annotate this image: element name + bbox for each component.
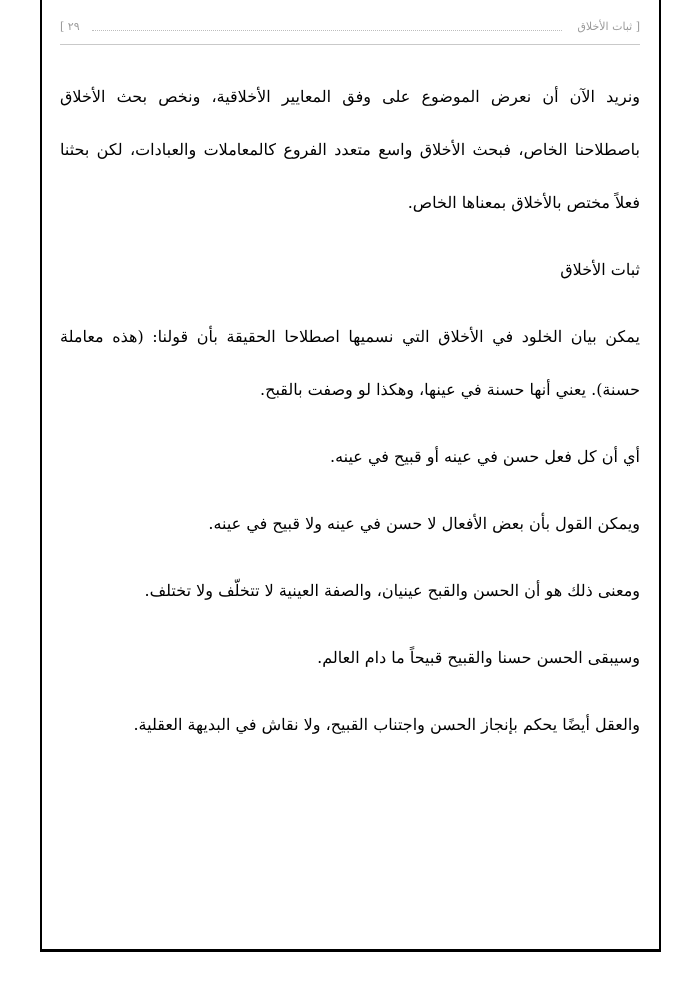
- paragraph-intro: ونريد الآن أن نعرض الموضوع على وفق المعايير الأخلاقية، ونخص بحث الأخلاق باصطلاحنا الخاص، فبحث الأخلاق واسع متعدد الفروع كالمعاملات والعبادات، لكن بحثنا فعلاً مختص بالأخلاق بمعناها الخاص.: [60, 87, 640, 212]
- page-number: ٢٩ ]: [60, 20, 80, 33]
- header-rule: [60, 44, 640, 45]
- page-body: [60, 70, 640, 751]
- running-header: [60, 18, 640, 40]
- header-title: [ ثبات الأخلاق: [577, 20, 640, 33]
- paragraph-remains: وسيبقى الحسن حسنا والقبيح قبيحاً ما دام العالم.: [317, 648, 640, 667]
- paragraph-some-acts: ويمكن القول بأن بعض الأفعال لا حسن في عينه ولا قبيح في عينه.: [208, 514, 640, 533]
- section-heading: ثبات الأخلاق: [560, 260, 640, 279]
- paragraph-every-act: أي أن كل فعل حسن في عينه أو قبيح في عينه.: [329, 447, 640, 466]
- paragraph-reason: والعقل أيضًا يحكم بإنجاز الحسن واجتناب القبيح، ولا نقاش في البديهة العقلية.: [133, 715, 640, 734]
- paragraph-meaning: ومعنى ذلك هو أن الحسن والقبح عينيان، والصفة العينية لا تتخلّف ولا تختلف.: [144, 581, 640, 600]
- paragraph-definition: يمكن بيان الخلود في الأخلاق التي نسميها اصطلاحا الحقيقة بأن قولنا: (هذه معاملة حسنة). يعني أنها حسنة في عينها، وهكذا لو وصفت بالقبح.: [60, 327, 640, 399]
- header-leader-dots: [92, 30, 562, 31]
